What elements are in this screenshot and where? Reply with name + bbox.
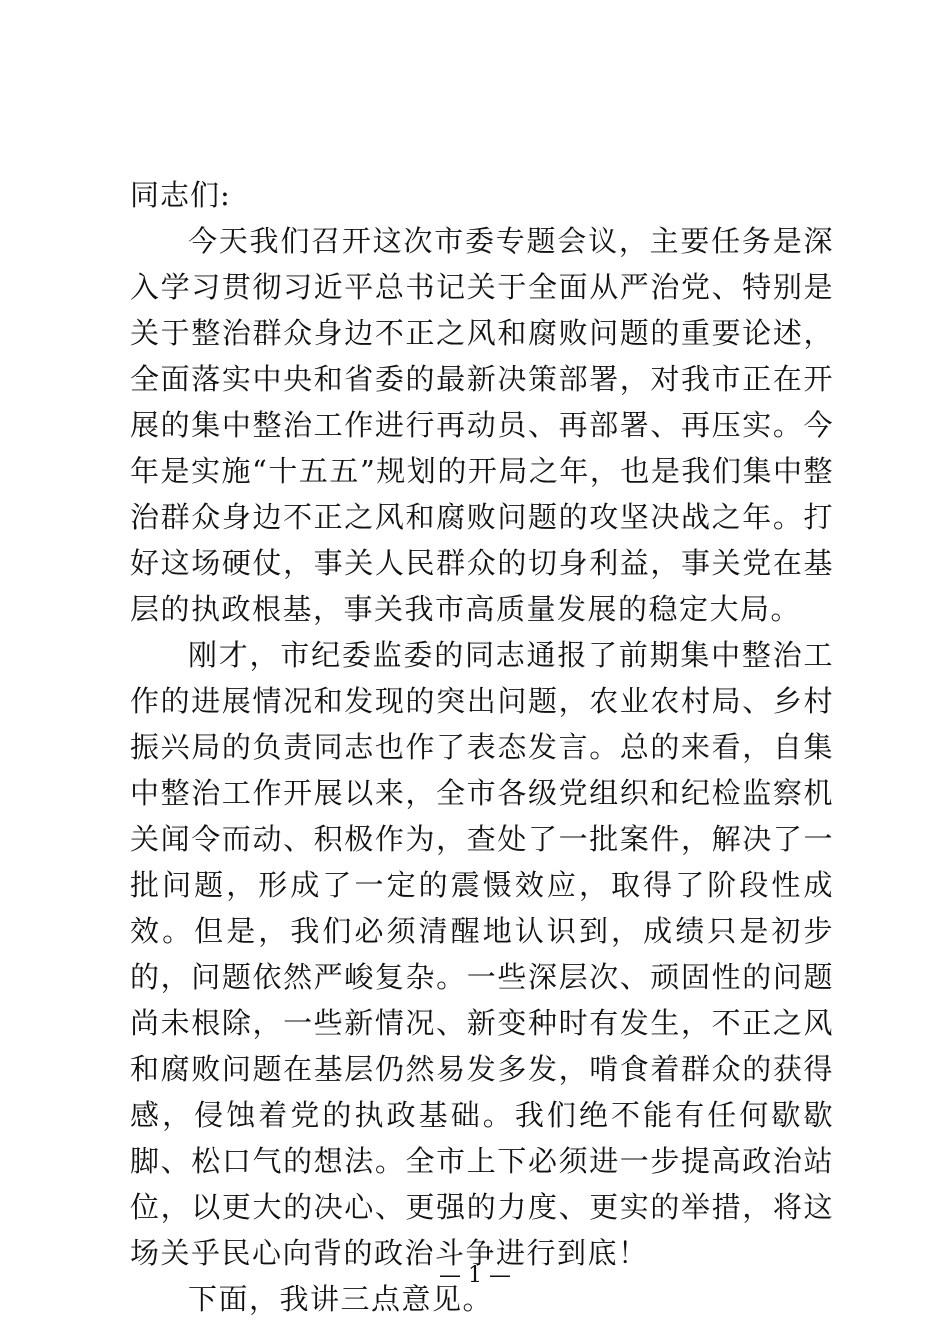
document-body bbox=[130, 172, 834, 1322]
paragraph-opening: 今天我们召开这次市委专题会议，主要任务是深入学习贯彻习近平总书记关于全面从严治党、特别是关于整治群众身边不正之风和腐败问题的重要论述，全面落实中央和省委的最新决策部署，对我市正在开展的集中整治工作进行再动员、再部署、再压实。今年是实施“十五五”规划的开局之年，也是我们集中整治群众身边不正之风和腐败问题的攻坚决战之年。打好这场硬仗，事关人民群众的切身利益，事关党在基层的执政根基，事关我市高质量发展的稳定大局。 bbox=[130, 224, 834, 626]
page-number: — 1 — bbox=[439, 1263, 511, 1288]
paragraph-transition: 下面，我讲三点意见。 bbox=[188, 1282, 494, 1316]
salutation: 同志们: bbox=[130, 178, 231, 212]
paragraph-progress-review: 刚才，市纪委监委的同志通报了前期集中整治工作的进展情况和发现的突出问题，农业农村局、乡村振兴局的负责同志也作了表态发言。总的来看，自集中整治工作开展以来，全市各级党组织和纪检监察机关闻令而动、积极作为，查处了一批案件，解决了一批问题，形成了一定的震慑效应，取得了阶段性成效。但是，我们必须清醒地认识到，成绩只是初步的，问题依然严峻复杂。一些深层次、顽固性的问题尚未根除，一些新情况、新变种时有发生，不正之风和腐败问题在基层仍然易发多发，啃食着群众的获得感，侵蚀着党的执政基础。我们绝不能有任何歇歇脚、松口气的想法。全市上下必须进一步提高政治站位，以更大的决心、更强的力度、更实的举措，将这场关乎民心向背的政治斗争进行到底！ bbox=[130, 638, 834, 1270]
